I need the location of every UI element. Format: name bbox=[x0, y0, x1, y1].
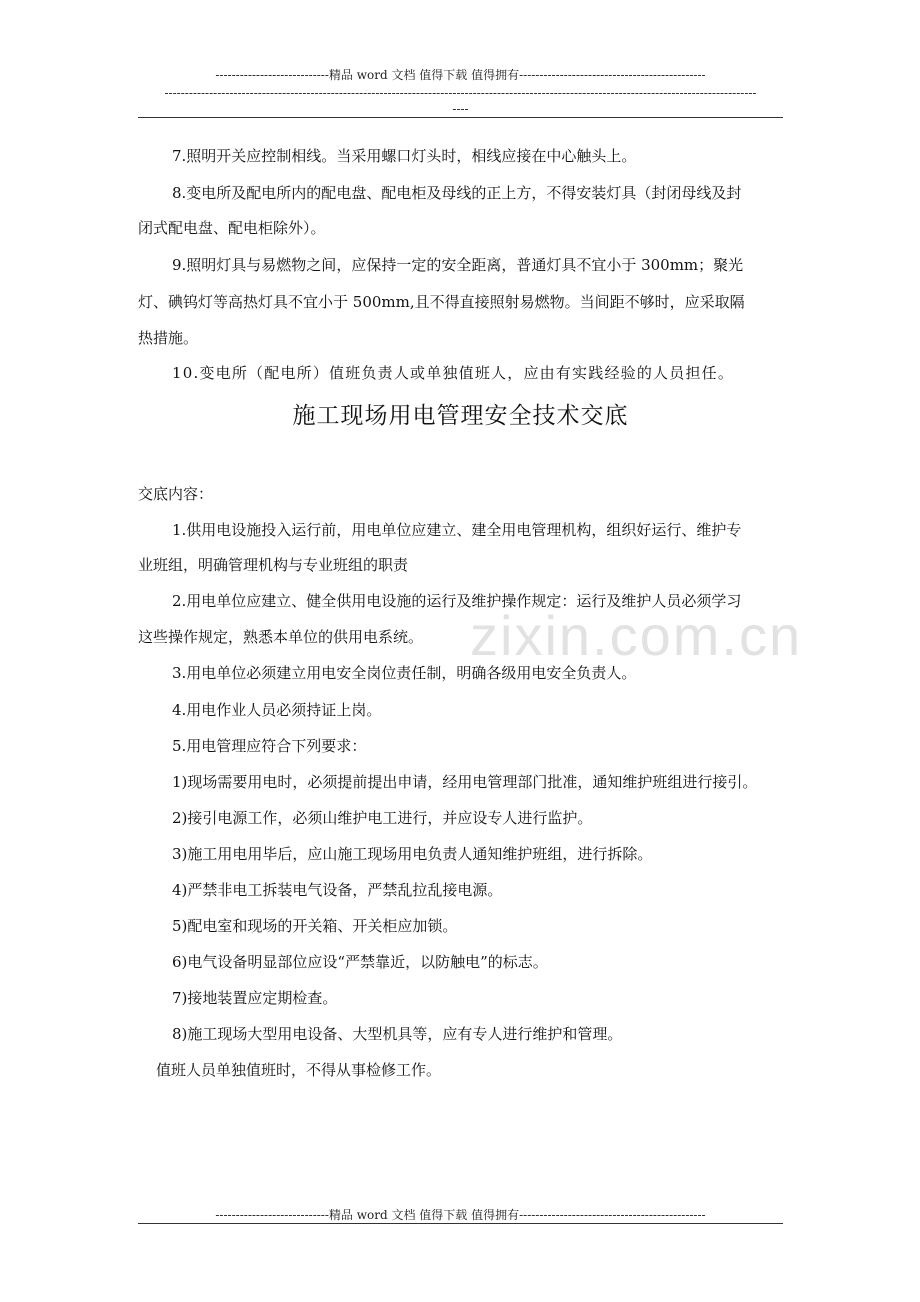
footer-rule bbox=[138, 1223, 783, 1224]
paragraph-9-cont: 灯、碘钨灯等高热灯具不宜小于 500mm,且不得直接照射易燃物。当间距不够时，应采取隔 bbox=[138, 293, 745, 311]
item-2-cont: 这些操作规定，熟悉本单位的供用电系统。 bbox=[138, 628, 424, 646]
item-3: 3.用电单位必须建立用电安全岗位责任制，明确各级用电安全负责人。 bbox=[172, 664, 637, 682]
sub-item-6: 6)电气设备明显部位应设“严禁靠近，以防触电”的标志。 bbox=[172, 953, 548, 971]
header-rule bbox=[138, 117, 783, 118]
item-1: 1.供用电设施投入运行前，用电单位应建立、建全用电管理机构，组织好运行、维护专 bbox=[172, 521, 742, 539]
sub-item-8: 8)施工现场大型用电设备、大型机具等，应有专人进行维护和管理。 bbox=[172, 1025, 623, 1043]
header-dashes-tail: ---- bbox=[452, 102, 469, 116]
paragraph-8: 8.变电所及配电所内的配电盘、配电柜及母线的正上方，不得安装灯具（封闭母线及封 bbox=[172, 184, 742, 202]
footer-banner: ----------------------------精品 word 文档 值得下载 值得拥有---------------------------------------------- bbox=[215, 1208, 706, 1222]
sub-item-5: 5)配电室和现场的开关箱、开关柜应加锁。 bbox=[172, 917, 458, 935]
content-label: 交底内容： bbox=[138, 485, 214, 503]
closing-note: 值班人员单独值班时，不得从事检修工作。 bbox=[156, 1061, 442, 1079]
sub-item-4: 4)严禁非电工拆装电气设备，严禁乱拉乱接电源。 bbox=[172, 881, 503, 899]
item-4: 4.用电作业人员必须持证上岗。 bbox=[172, 701, 382, 719]
sub-item-3: 3)施工用电用毕后，应山施工现场用电负责人通知维护班组，进行拆除。 bbox=[172, 845, 653, 863]
watermark: zixin.com.cn bbox=[470, 604, 803, 667]
item-1-cont: 业班组，明确管理机构与专业班组的职责 bbox=[138, 556, 409, 574]
paragraph-8-cont: 闭式配电盘、配电柜除外）。 bbox=[138, 219, 326, 237]
section-title: 施工现场用电管理安全技术交底 bbox=[292, 403, 629, 429]
paragraph-7: 7.照明开关应控制相线。当采用螺口灯头时，相线应接在中心触头上。 bbox=[172, 147, 637, 165]
sub-item-2: 2)接引电源工作，必须山维护电工进行，并应设专人进行监护。 bbox=[172, 809, 593, 827]
paragraph-9-end: 热措施。 bbox=[138, 329, 199, 347]
header-dashes: -------------------------------------------------------------------------------------------------------------------------------------------------- bbox=[164, 86, 757, 100]
header-banner: ----------------------------精品 word 文档 值得下载 值得拥有---------------------------------------------- bbox=[215, 68, 706, 82]
sub-item-1: 1)现场需要用电时，必须提前提出申请，经用电管理部门批准，通知维护班组进行接引。 bbox=[172, 773, 758, 791]
sub-item-7: 7)接地装置应定期检查。 bbox=[172, 989, 338, 1007]
paragraph-9: 9.照明灯具与易燃物之间，应保持一定的安全距离，普通灯具不宜小于 300mm；聚光 bbox=[172, 256, 744, 274]
paragraph-10: 10.变电所（配电所）值班负责人或单独值班人，应由有实践经验的人员担任。 bbox=[172, 364, 735, 382]
item-2: 2.用电单位应建立、健全供用电设施的运行及维护操作规定：运行及维护人员必须学习 bbox=[172, 592, 742, 610]
item-5: 5.用电管理应符合下列要求： bbox=[172, 737, 367, 755]
